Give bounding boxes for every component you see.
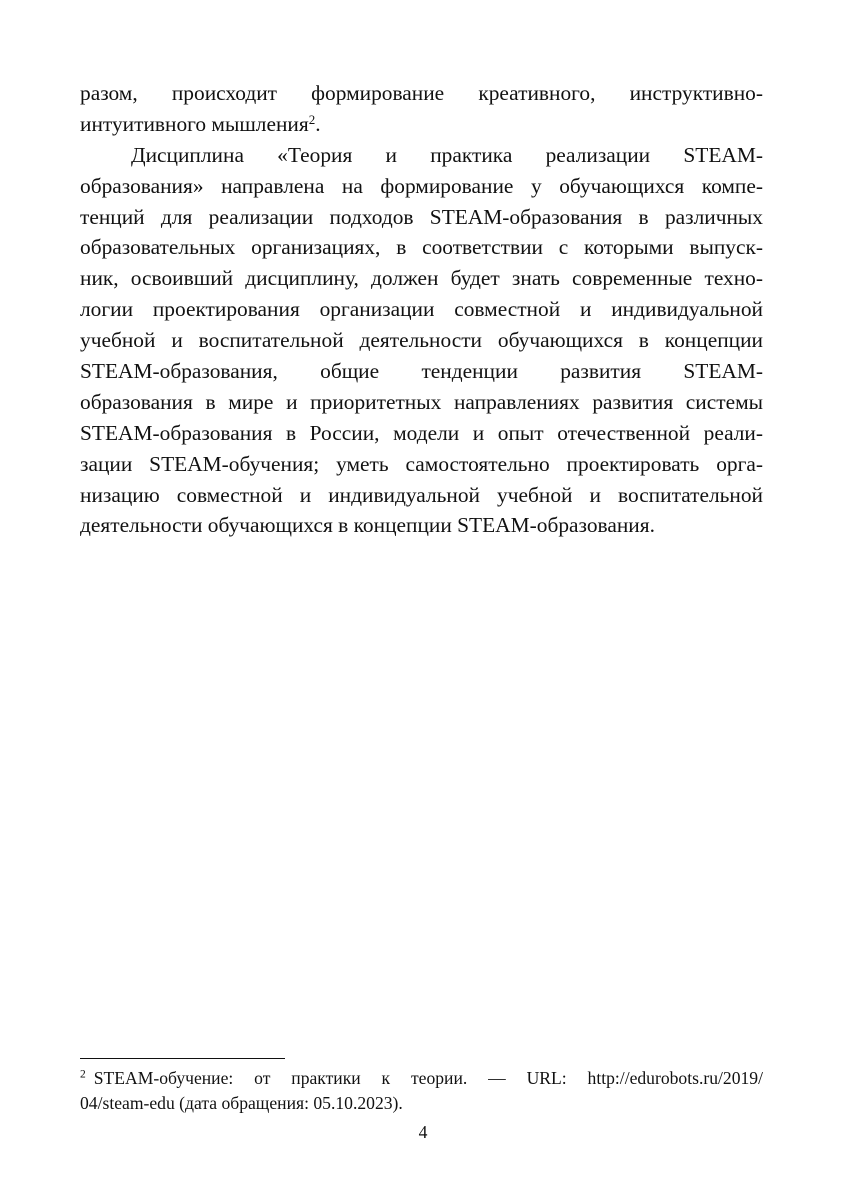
paragraph-1 [80,78,763,140]
footnote-reference[interactable]: 2 [308,111,316,127]
main-text [80,78,763,541]
footnote-line [80,1066,763,1091]
text-line: STEAM-образования в России, модели и опыт отечественной реали- [80,420,763,445]
paragraph-2 [80,140,763,542]
page-number: 4 [418,1122,428,1142]
text-line: ник, освоивший дисциплину, должен будет знать современные техно- [80,266,763,291]
text-line: тенций для реализации подходов STEAM-образования в различных [80,204,763,229]
text-line: учебной и воспитательной деятельности обучающихся в концепции [80,328,763,353]
text-line: зации STEAM-обучения; уметь самостоятельно проектировать орга- [80,451,763,476]
footnote [80,1066,763,1116]
text-line: логии проектирования организации совместной и индивидуальной [80,297,763,322]
footnote-separator [80,1058,285,1059]
text-line: образования» направлена на формирование у обучающихся компе- [80,173,763,198]
text-line [80,109,763,140]
text-line-end: . [315,111,321,136]
text-line-content: интуитивного мышления [80,111,309,136]
text-line: STEAM-образования, общие тенденции развития STEAM- [80,359,763,384]
text-line: деятельности обучающихся в концепции STEAM-образования. [80,513,655,538]
footnote-number-wrap [80,1068,94,1088]
text-line: разом, происходит формирование креативного, инструктивно- [80,81,763,105]
footnote-text[interactable]: STEAM-обучение: от практики к теории. — URL: http://edurobots.ru/2019/ [93,1068,763,1088]
text-line: образования в мире и приоритетных направлениях развития системы [80,389,763,414]
text-line: низацию совместной и индивидуальной учебной и воспитательной [80,482,763,507]
footnote-number: 2 [80,1068,86,1081]
text-line: образовательных организациях, в соответствии с которыми выпуск- [80,235,763,260]
text-line: Дисциплина «Теория и практика реализации STEAM- [131,142,763,167]
footnote-line[interactable]: 04/steam-edu (дата обращения: 05.10.2023). [80,1093,403,1113]
